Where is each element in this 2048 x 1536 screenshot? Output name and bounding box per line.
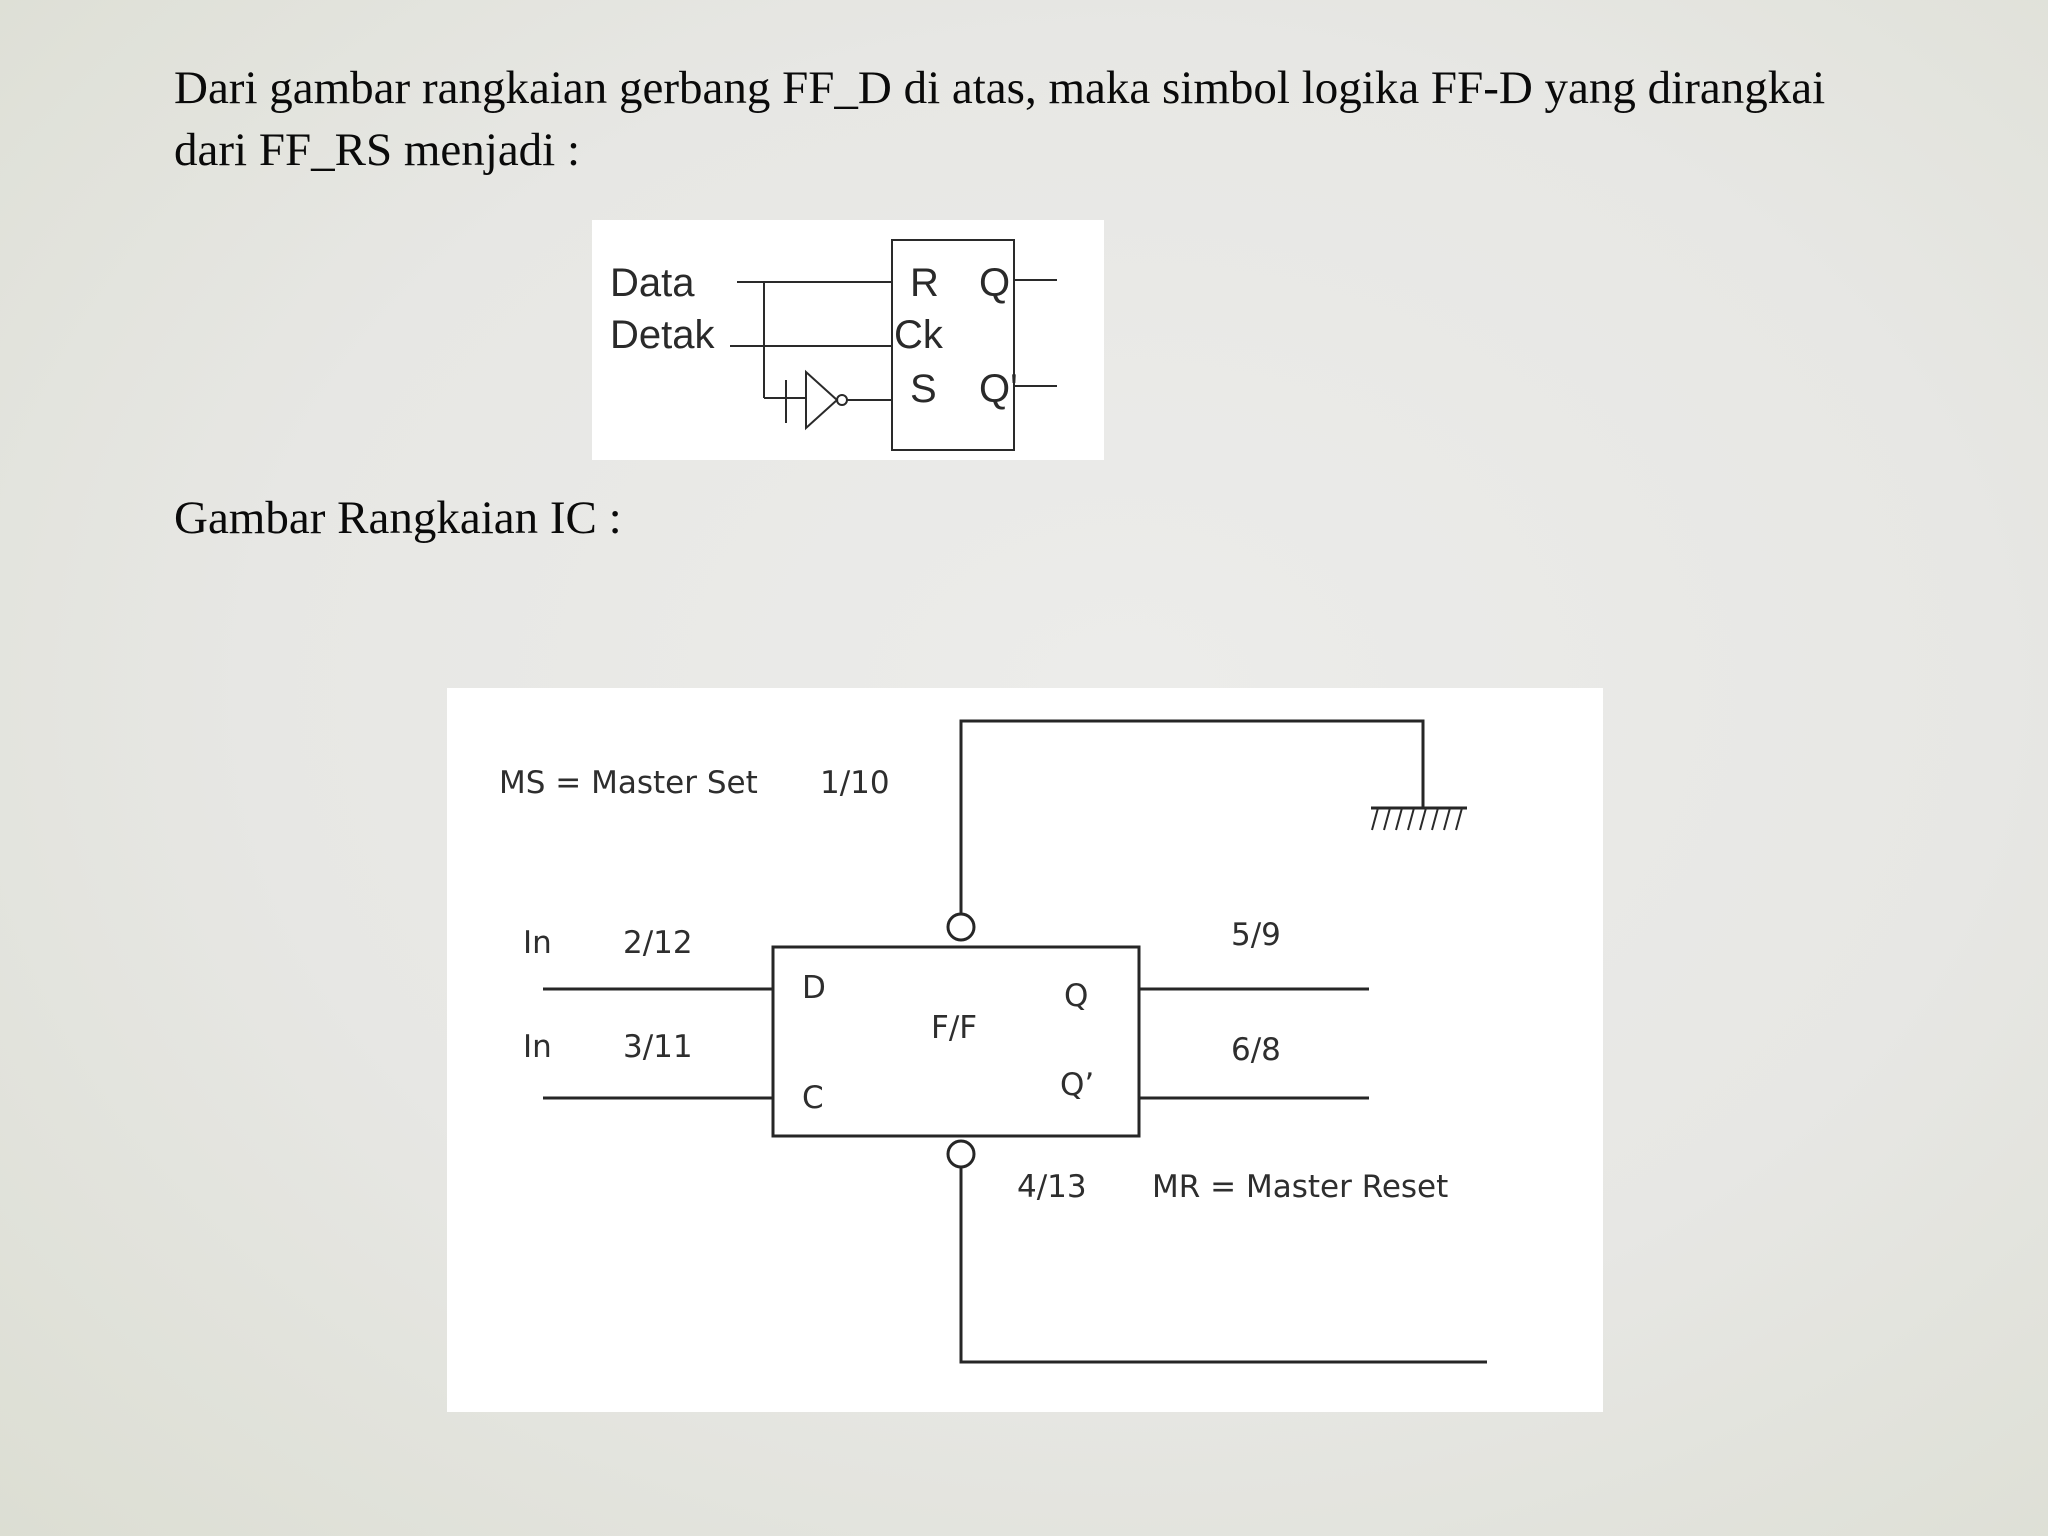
ic-circuit-svg bbox=[447, 688, 1603, 1412]
ff-d-symbol-svg bbox=[592, 220, 1104, 460]
master-set-bubble bbox=[948, 914, 974, 940]
master-set-pin-label: 1/10 bbox=[820, 765, 890, 801]
master-reset-bubble bbox=[948, 1141, 974, 1167]
q-pin-label: 5/9 bbox=[1231, 917, 1281, 953]
pin-q-label: Q bbox=[1064, 978, 1089, 1014]
ic-circuit-diagram bbox=[447, 688, 1603, 1412]
input1-pin-label: 2/12 bbox=[623, 925, 693, 961]
master-set-label: MS = Master Set bbox=[499, 765, 758, 801]
pin-ck-label: Ck bbox=[894, 313, 943, 357]
detak-label: Detak bbox=[610, 313, 715, 357]
out-q-bar-label: Q' bbox=[979, 367, 1018, 411]
master-reset-pin-label: 4/13 bbox=[1017, 1169, 1087, 1205]
chip-label: F/F bbox=[931, 1010, 978, 1046]
slide-paragraph-ic-heading: Gambar Rangkaian IC : bbox=[174, 492, 622, 544]
q-bar-pin-label: 6/8 bbox=[1231, 1032, 1281, 1068]
ff-d-symbol-diagram bbox=[592, 220, 1104, 460]
inverter-gate bbox=[806, 372, 837, 428]
input2-label: In bbox=[523, 1029, 552, 1065]
input1-label: In bbox=[523, 925, 552, 961]
pin-c-label: C bbox=[802, 1080, 824, 1116]
pin-q-bar-label: Q’ bbox=[1060, 1067, 1095, 1103]
slide-paragraph-intro: Dari gambar rangkaian gerbang FF_D di atas, maka simbol logika FF-D yang dirangkai dari FF_RS menjadi : bbox=[174, 62, 1826, 176]
pin-d-label: D bbox=[802, 970, 826, 1006]
input2-pin-label: 3/11 bbox=[623, 1029, 693, 1065]
master-set-wire bbox=[961, 721, 1423, 914]
pin-s-label: S bbox=[910, 367, 937, 411]
ground-icon bbox=[1371, 808, 1467, 830]
data-label: Data bbox=[610, 261, 695, 305]
pin-r-label: R bbox=[910, 261, 939, 305]
inverter-bubble bbox=[837, 395, 847, 405]
out-q-label: Q bbox=[979, 261, 1011, 305]
master-reset-label: MR = Master Reset bbox=[1152, 1169, 1449, 1205]
